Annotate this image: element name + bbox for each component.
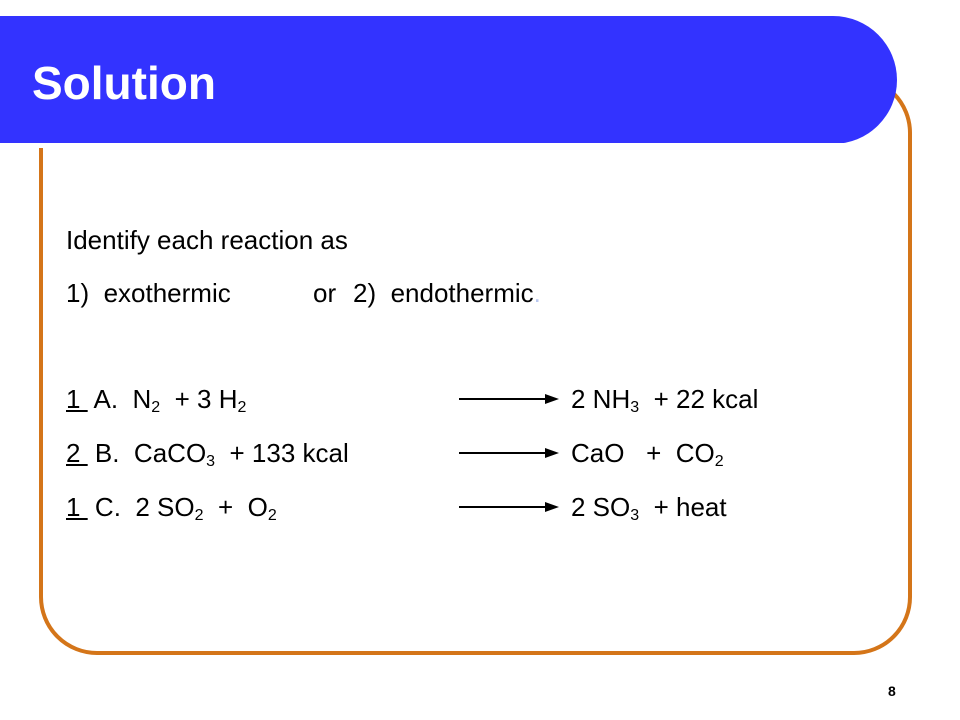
reaction-a-label: A. N [93, 384, 152, 414]
reaction-a-lhs [66, 384, 247, 416]
option-exothermic: 1) exothermic [66, 278, 231, 308]
title-underline-rule [0, 143, 849, 148]
reaction-c-answer: 1 [66, 492, 88, 522]
reaction-arrow-icon [459, 446, 559, 460]
trailing-period: . [533, 278, 541, 308]
reaction-arrow-icon [459, 500, 559, 514]
reaction-a-rhs [571, 384, 759, 416]
reaction-b-energy: + 133 kcal [215, 438, 349, 468]
reaction-c-product: 2 SO [571, 492, 631, 522]
reaction-a-answer: 1 [66, 384, 88, 414]
slide-content-frame [39, 75, 912, 655]
reaction-c-energy: + heat [639, 492, 727, 522]
prompt-line-2 [66, 280, 231, 306]
title-bar [0, 16, 897, 144]
option-endothermic: 2) endothermic [353, 278, 534, 308]
reaction-arrow-icon [459, 392, 559, 406]
reaction-c-subscript: 2 [194, 507, 204, 524]
reaction-b-answer: 2 [66, 438, 88, 468]
reaction-c-rhs [571, 492, 727, 524]
reaction-b-subscript: 2 [714, 453, 724, 470]
reaction-b-lhs [66, 438, 349, 470]
reaction-c-lhs [66, 492, 277, 524]
reaction-b-subscript: 3 [206, 453, 216, 470]
slide-title: Solution [32, 57, 216, 109]
reaction-c-label: C. 2 SO [94, 492, 195, 522]
prompt-line-1 [66, 227, 348, 253]
reaction-c-subscript: 3 [630, 507, 640, 524]
reaction-a-energy: + 22 kcal [639, 384, 759, 414]
page-number: 8 [888, 683, 896, 699]
reaction-b-label: B. CaCO [94, 438, 207, 468]
prompt-connector [313, 280, 336, 306]
reaction-a-product: 2 NH [571, 384, 631, 414]
reaction-c-reactant: + O [203, 492, 268, 522]
prompt-text: Identify each reaction as [66, 225, 348, 255]
prompt-option-2 [353, 280, 541, 306]
reaction-b-product: CaO + CO [571, 438, 715, 468]
connector-or: or [313, 278, 337, 308]
reaction-a-subscript: 2 [237, 399, 247, 416]
reaction-c-subscript: 2 [267, 507, 277, 524]
reaction-b-rhs [571, 438, 724, 470]
reaction-a-reactant: + 3 H [160, 384, 238, 414]
reaction-a-subscript: 3 [630, 399, 640, 416]
reaction-a-subscript: 2 [151, 399, 161, 416]
